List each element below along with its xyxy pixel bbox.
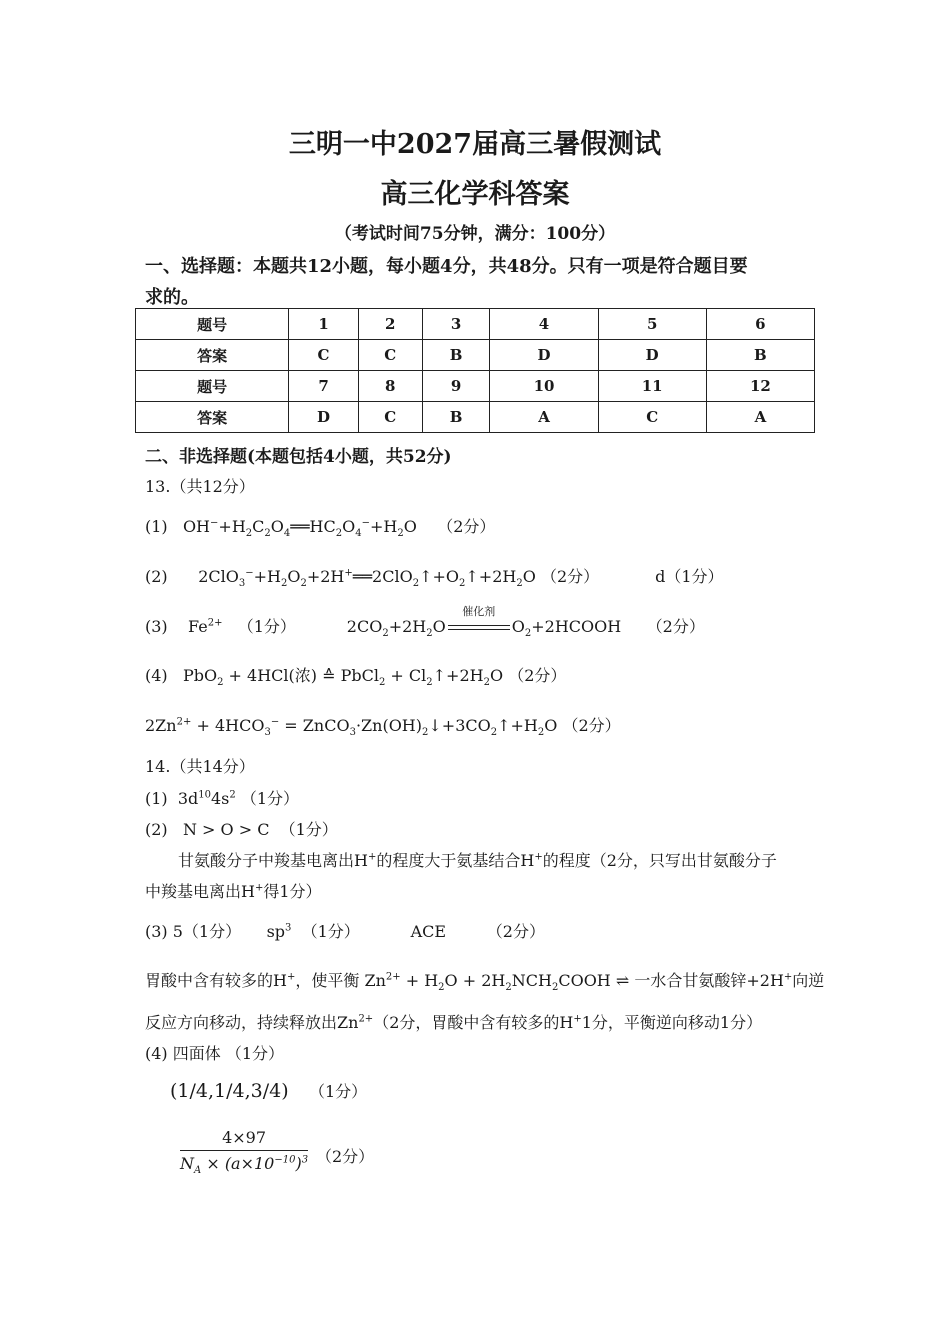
section1-heading-line2: 求的。 — [145, 287, 199, 308]
table-cell: 10 — [490, 371, 598, 402]
section1-heading-line1: 一、选择题：本题共12小题，每小题4分，共48分。只有一项是符合题目要 — [145, 256, 748, 277]
table-cell: D — [598, 340, 706, 371]
electron-config: $3d^{10}4s^2$ — [177, 789, 236, 808]
q14-part2: (2) N > O > C （1分） — [145, 820, 338, 839]
table-cell: A — [490, 402, 598, 433]
q14-header: 14.（共14分） — [145, 757, 255, 776]
catalyst-label: 催化剂 — [462, 605, 496, 618]
q14-part2-explain2: 中羧基电离出H+得1分） — [145, 882, 322, 901]
table-cell: 7 — [289, 371, 358, 402]
exam-info: （考试时间75分钟，满分：100分） — [334, 224, 616, 244]
q13-part4: (4) PbO$_2$ + 4HCl(浓) ≙ PbCl$_2$ + $Cl_2↑+2H_2O$ （2分） — [145, 666, 567, 689]
table-cell: 11 — [598, 371, 706, 402]
q14-part4-coord: (1/4,1/4,3/4) （1分） — [170, 1080, 368, 1102]
table-cell: C — [598, 402, 706, 433]
table-cell: 12 — [706, 371, 814, 402]
table-cell: 9 — [422, 371, 490, 402]
q13-part2: (2) $2ClO_3^-+H_2O_2+2H^+══2ClO_2↑+O_2↑+2H_2O$ （2分） d（1分） — [145, 567, 724, 590]
equation: $2CO_2+2H_2O$ 催化剂 $O_2+2HCOOH$ — [346, 605, 622, 640]
table-row — [136, 402, 815, 433]
q14-part3-explain2: 反应方向移动，持续释放出$Zn^{2+}(2$分，胃酸中含有较多的H+1分，平衡逆向移动1分） — [145, 1013, 763, 1032]
table-cell: A — [706, 402, 814, 433]
q14-part3: (3) 5（1分） $sp^3$ （1分） ACE （2分） — [145, 922, 545, 941]
table-cell: 3 — [422, 309, 490, 340]
table-cell: 5 — [598, 309, 706, 340]
table-cell: 答案 — [136, 340, 289, 371]
table-cell: B — [422, 402, 490, 433]
table-cell: 题号 — [136, 309, 289, 340]
q14-part1: (1) $3d^{10}4s^2$ （1分） — [145, 789, 300, 808]
q14-part4: (4) 四面体 （1分） — [145, 1044, 285, 1063]
q14-part4-frac-score: （2分） — [316, 1147, 375, 1166]
table-cell: D — [289, 402, 358, 433]
ion: $Fe^{2+}$ — [188, 617, 223, 636]
table-row — [136, 371, 815, 402]
answer-table — [135, 308, 815, 433]
q14-part3-explain: 胃酸中含有较多的H+，使平衡 $Zn^{2+} + H_2O$ + $2H_2NCH_2COOH$ ⇌ 一水合甘氨酸锌+2H+向逆 — [145, 971, 825, 994]
table-cell: 2 — [358, 309, 422, 340]
equation: PbO$_2$ + 4HCl(浓) ≙ PbCl$_2$ + $Cl_2↑+2H_2O$ — [182, 666, 504, 689]
fraction-denominator: $N_A \times (a\times 10^{-10})^3$ — [180, 1154, 309, 1177]
table-cell: C — [358, 340, 422, 371]
fraction-numerator: 4×97 — [180, 1128, 308, 1151]
q13-header: 13.（共12分） — [145, 477, 255, 496]
table-cell: 6 — [706, 309, 814, 340]
hybridization: $sp^3$ — [266, 922, 292, 941]
equation: $2ClO_3^-+H_2O_2+2H^+══2ClO_2↑+O_2↑+2H_2O$ — [198, 567, 536, 590]
table-cell: B — [706, 340, 814, 371]
q13-part1: (1) $OH^-+H_2C_2O_4══HC_2O_4^-+H_2O$ （2分） — [145, 517, 496, 540]
table-cell: D — [490, 340, 598, 371]
table-row — [136, 340, 815, 371]
table-cell: C — [358, 402, 422, 433]
table-cell: 4 — [490, 309, 598, 340]
equation: $OH^-+H_2C_2O_4══HC_2O_4^-+H_2O$ — [182, 517, 417, 540]
table-cell: 答案 — [136, 402, 289, 433]
q14-part2-explain: 甘氨酸分子中羧基电离出H+的程度大于氨基结合H+的程度（2分，只写出甘氨酸分子 — [178, 851, 777, 870]
table-cell: 题号 — [136, 371, 289, 402]
q13-part4-line2: $2Zn^{2+} + 4HCO_3^-$ = $ZnCO_3\cdot Zn(OH)_2↓+3CO_2↑+H_2O$ （2分） — [145, 716, 621, 739]
page-subtitle: 高三化学科答案 — [380, 179, 570, 210]
table-cell: B — [422, 340, 490, 371]
q13-part3: (3) $Fe^{2+}$ （1分） $2CO_2+2H_2O$ 催化剂 $O_2+2HCOOH$ （2分） — [145, 605, 705, 640]
table-cell: 1 — [289, 309, 358, 340]
density-fraction — [180, 1128, 308, 1176]
table-cell: 8 — [358, 371, 422, 402]
table-row — [136, 309, 815, 340]
equation: $Zn^{2+} + H_2O$ + $2H_2NCH_2COOH$ ⇌ — [364, 971, 635, 994]
page-title: 三明一中2027届高三暑假测试 — [288, 129, 662, 160]
table-cell: C — [289, 340, 358, 371]
section2-heading: 二、非选择题(本题包括4小题，共52分) — [145, 447, 452, 467]
equation: $2Zn^{2+} + 4HCO_3^-$ = $ZnCO_3\cdot Zn(OH)_2↓+3CO_2↑+H_2O$ — [145, 716, 558, 739]
